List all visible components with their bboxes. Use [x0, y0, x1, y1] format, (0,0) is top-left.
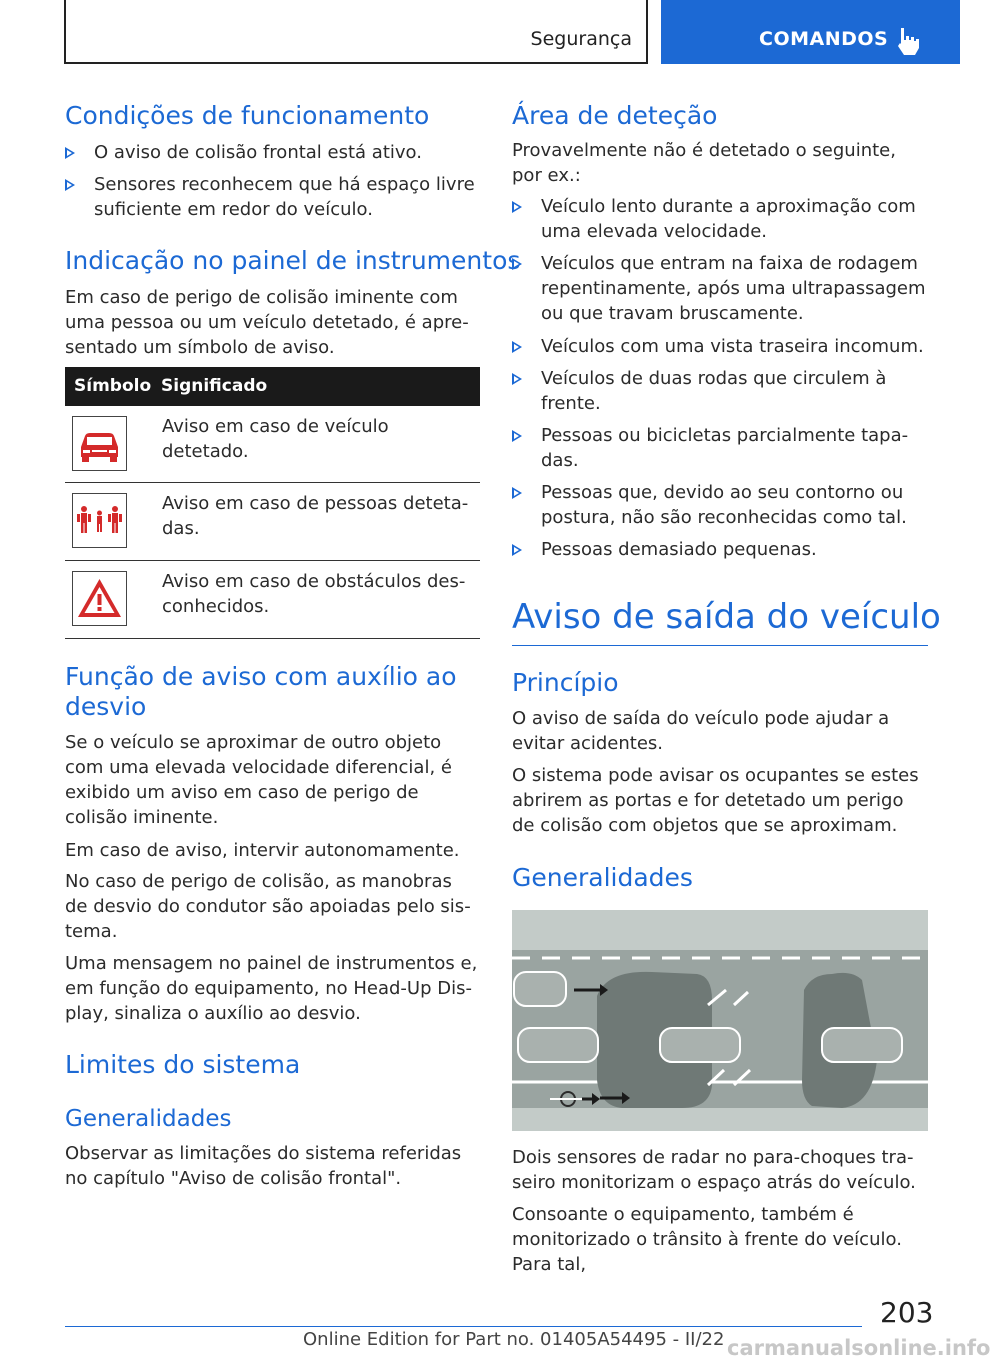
symbol-table-header — [65, 367, 480, 406]
list-item: Veículos que entram na faixa de rodagem repentinamente, após uma ultrapassagem ou que travam bruscamente. — [512, 251, 928, 326]
table-row — [65, 483, 480, 561]
col-symbol: Símbolo — [74, 376, 152, 396]
bullet-triangle-icon — [65, 179, 75, 191]
limits-heading: Limites do sistema — [65, 1050, 301, 1079]
principle-text-2: O sistema pode avisar os ocupantes se estes abrirem as portas e for detetado um perigo de colisão com objetos que se aproximam. — [512, 765, 919, 836]
list-item: Pessoas que, devido ao seu contorno ou postura, não são reconhecidas como tal. — [512, 480, 928, 530]
section-title: Segurança — [530, 28, 632, 50]
general-text: Observar as limitações do sistema referidas no capítulo "Aviso de colisão frontal". — [65, 1143, 462, 1189]
col-meaning: Significado — [161, 376, 268, 396]
table-cell-meaning: Aviso em caso de veículo detetado. — [162, 416, 389, 462]
general-subheading: Generalidades — [65, 1106, 232, 1132]
general-text-right-1: Dois sensores de radar no para-choques traseiro monitorizam o espaço atrás do veículo. — [512, 1147, 916, 1193]
exit-warning-diagram-illustration — [512, 910, 928, 1131]
exit-warning-heading: Aviso de saída do veículo — [512, 597, 941, 637]
page-number: 203 — [880, 1296, 934, 1329]
hand-pointer-icon — [895, 26, 921, 56]
bullet-triangle-icon — [65, 147, 75, 159]
list-item: Veículos de duas rodas que circulem à frente. — [512, 366, 928, 416]
evasion-text-2: Em caso de aviso, intervir autonomamente. — [65, 840, 460, 861]
bullet-triangle-icon — [512, 258, 522, 270]
bullet-triangle-icon — [512, 373, 522, 385]
table-cell-meaning: Aviso em caso de obstáculos desconhecidos. — [162, 571, 466, 617]
list-item: Sensores reconhecem que há espaço livre suficiente em redor do veículo. — [65, 172, 480, 222]
header-section-box — [64, 0, 648, 64]
list-item: Veículo lento durante a aproximação com uma elevada velocidade. — [512, 194, 928, 244]
bullet-triangle-icon — [512, 201, 522, 213]
red-triangle-warning-icon — [72, 571, 127, 626]
list-item: Veículos com uma vista traseira incomum. — [512, 334, 928, 359]
chapter-label: COMANDOS — [759, 28, 889, 50]
indication-heading: Indicação no painel de instrumentos — [65, 246, 521, 275]
conditions-heading: Condições de funcionamento — [65, 101, 430, 130]
red-car-warning-icon — [72, 416, 127, 471]
evasion-text-4: Uma mensagem no painel de instrumentos e, em função do equipamento, no Head-Up Display, sinaliza o auxílio ao desvio. — [65, 953, 478, 1024]
principle-text-1: O aviso de saída do veículo pode ajudar a evitar acidentes. — [512, 708, 890, 754]
footer-edition: Online Edition for Part no. 01405A54495 - II/22 — [303, 1329, 725, 1350]
detection-intro: Provavelmente não é detetado o seguinte, por ex.: — [512, 140, 896, 186]
footer-rule — [65, 1326, 862, 1327]
heading-rule — [512, 645, 928, 646]
bullet-triangle-icon — [512, 487, 522, 499]
detection-area-heading: Área de deteção — [512, 101, 718, 130]
indication-text: Em caso de perigo de colisão iminente com uma pessoa ou um veículo detetado, é apresentado um símbolo de aviso. — [65, 287, 469, 358]
bullet-triangle-icon — [512, 544, 522, 556]
evasion-heading: Função de aviso com auxílio ao desvio — [65, 662, 457, 721]
table-cell-meaning: Aviso em caso de pessoas detetadas. — [162, 493, 469, 539]
list-item: Pessoas demasiado pequenas. — [512, 537, 928, 562]
table-row — [65, 561, 480, 639]
red-pedestrians-warning-icon — [72, 493, 127, 548]
watermark: carmanualsonline.info — [727, 1336, 990, 1360]
chapter-tab[interactable] — [661, 0, 960, 64]
evasion-text-1: Se o veículo se aproximar de outro objeto com uma elevada velocidade diferencial, é exibido um aviso em caso de perigo de colisão iminente. — [65, 732, 452, 828]
general-heading-right: Generalidades — [512, 863, 693, 892]
bullet-triangle-icon — [512, 430, 522, 442]
list-item: Pessoas ou bicicletas parcialmente tapadas. — [512, 423, 928, 473]
principle-heading: Princípio — [512, 668, 619, 697]
table-row — [65, 406, 480, 483]
evasion-text-3: No caso de perigo de colisão, as manobras de desvio do condutor são apoiadas pelo sistema. — [65, 871, 471, 942]
general-text-right-2: Consoante o equipamento, também é monitorizado o trânsito à frente do veículo. Para tal, — [512, 1204, 902, 1275]
bullet-triangle-icon — [512, 341, 522, 353]
list-item: O aviso de colisão frontal está ativo. — [65, 140, 480, 165]
